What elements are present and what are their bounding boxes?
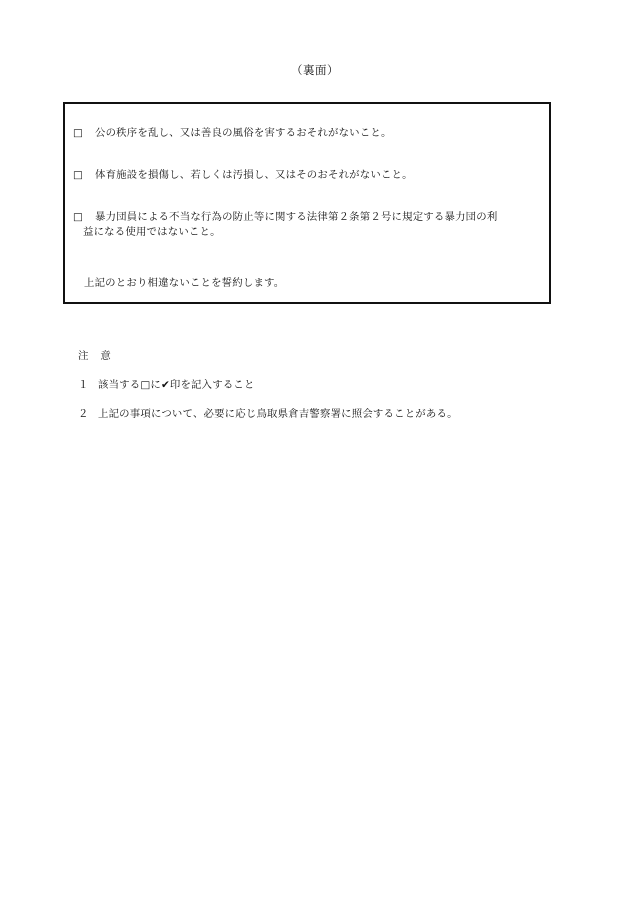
pledge-item-text-line2: 益になる使用ではないこと。 [83,226,221,238]
pledge-item-organized-crime [73,210,539,240]
checkbox-icon[interactable]: □ [73,127,84,139]
page-title: （裏面） [291,63,339,77]
pledge-item-text: 公の秩序を乱し、又は善良の風俗を害するおそれがないこと。 [95,127,392,139]
pledge-box [63,102,551,304]
note-number: ２ [78,408,89,420]
note-item [78,376,255,391]
notes-heading-first: 注 [78,350,89,362]
note-text: 該当する□に✔印を記入すること [98,379,255,391]
pledge-item-public-order [73,126,539,141]
note-number: １ [78,379,89,391]
notes-heading [78,347,111,362]
note-item [78,405,458,420]
pledge-item-text-line1: 暴力団員による不当な行為の防止等に関する法律第２条第２号に規定する暴力団の利 [95,211,498,223]
pledge-item-text: 体育施設を損傷し、若しくは汚損し、又はそのおそれがないこと。 [95,169,413,181]
checkbox-icon[interactable]: □ [73,211,84,223]
pledge-item-facility-damage [73,168,539,183]
checkbox-icon[interactable]: □ [73,169,84,181]
pledge-statement: 上記のとおり相違ないことを誓約します。 [84,277,285,289]
notes-heading-second: 意 [100,350,111,362]
note-text: 上記の事項について、必要に応じ鳥取県倉吉警察署に照会することがある。 [98,408,458,420]
